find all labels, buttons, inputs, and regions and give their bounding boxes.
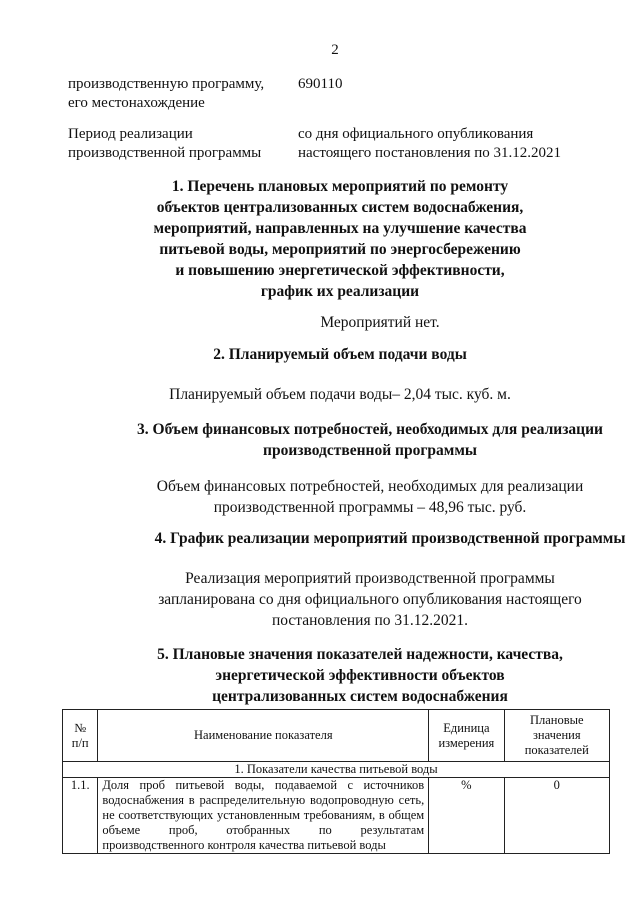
org-value: 690110: [298, 76, 343, 92]
section-row-title: 1. Показатели качества питьевой воды: [63, 762, 610, 778]
header-value: Плановые значения показателей: [504, 710, 609, 762]
row-name: Доля проб питьевой воды, подаваемой с источников водоснабжения в распределительную водопроводную сеть, не соответствующих установленным требованиям, в общем объеме проб, отобранных по результатам производственного контроля качества питьевой воды: [98, 778, 429, 854]
section-4-text: Реализация мероприятий производственной программы запланирована со дня официального опубликования настоящего постановления по 31.12.2021.: [158, 570, 582, 629]
section-1-heading: 1. Перечень плановых мероприятий по ремонту объектов централизованных систем водоснабжения, мероприятий, направленных на улучшение качества питьевой воды, мероприятий по энергосбережению и повышению энергетической эффективности, график их реализации: [153, 178, 527, 300]
header-num: № п/п: [63, 710, 98, 762]
row-value: 0: [504, 778, 609, 854]
section-4-heading: 4. График реализации мероприятий производственной программы: [154, 530, 626, 547]
section-2-text: Планируемый объем подачи воды– 2,04 тыс. куб. м.: [169, 386, 511, 403]
table-header-row: [63, 710, 610, 762]
header-name: Наименование показателя: [98, 710, 429, 762]
section-3-heading: 3. Объем финансовых потребностей, необходимых для реализации производственной программы: [137, 421, 603, 459]
period-label: Период реализации производственной программы: [68, 126, 262, 161]
section-1-text: Мероприятий нет.: [320, 314, 440, 331]
header-unit: Единица измерения: [429, 710, 504, 762]
org-label: производственную программу, его местонахождение: [68, 76, 265, 111]
period-value: со дня официального опубликования настоящего постановления по 31.12.2021: [298, 126, 562, 161]
table-section-row: [63, 762, 610, 778]
table-row: [63, 778, 610, 854]
section-2-heading: 2. Планируемый объем подачи воды: [213, 346, 467, 363]
indicators-table: [62, 709, 610, 854]
section-5-heading: 5. Плановые значения показателей надежности, качества, энергетической эффективности объектов централизованных систем водоснабжения: [157, 646, 563, 705]
row-unit: %: [429, 778, 504, 854]
row-num: 1.1.: [63, 778, 98, 854]
section-3-text: Объем финансовых потребностей, необходимых для реализации производственной программы – 48,96 тыс. руб.: [156, 478, 584, 516]
page-number: 2: [331, 42, 339, 58]
